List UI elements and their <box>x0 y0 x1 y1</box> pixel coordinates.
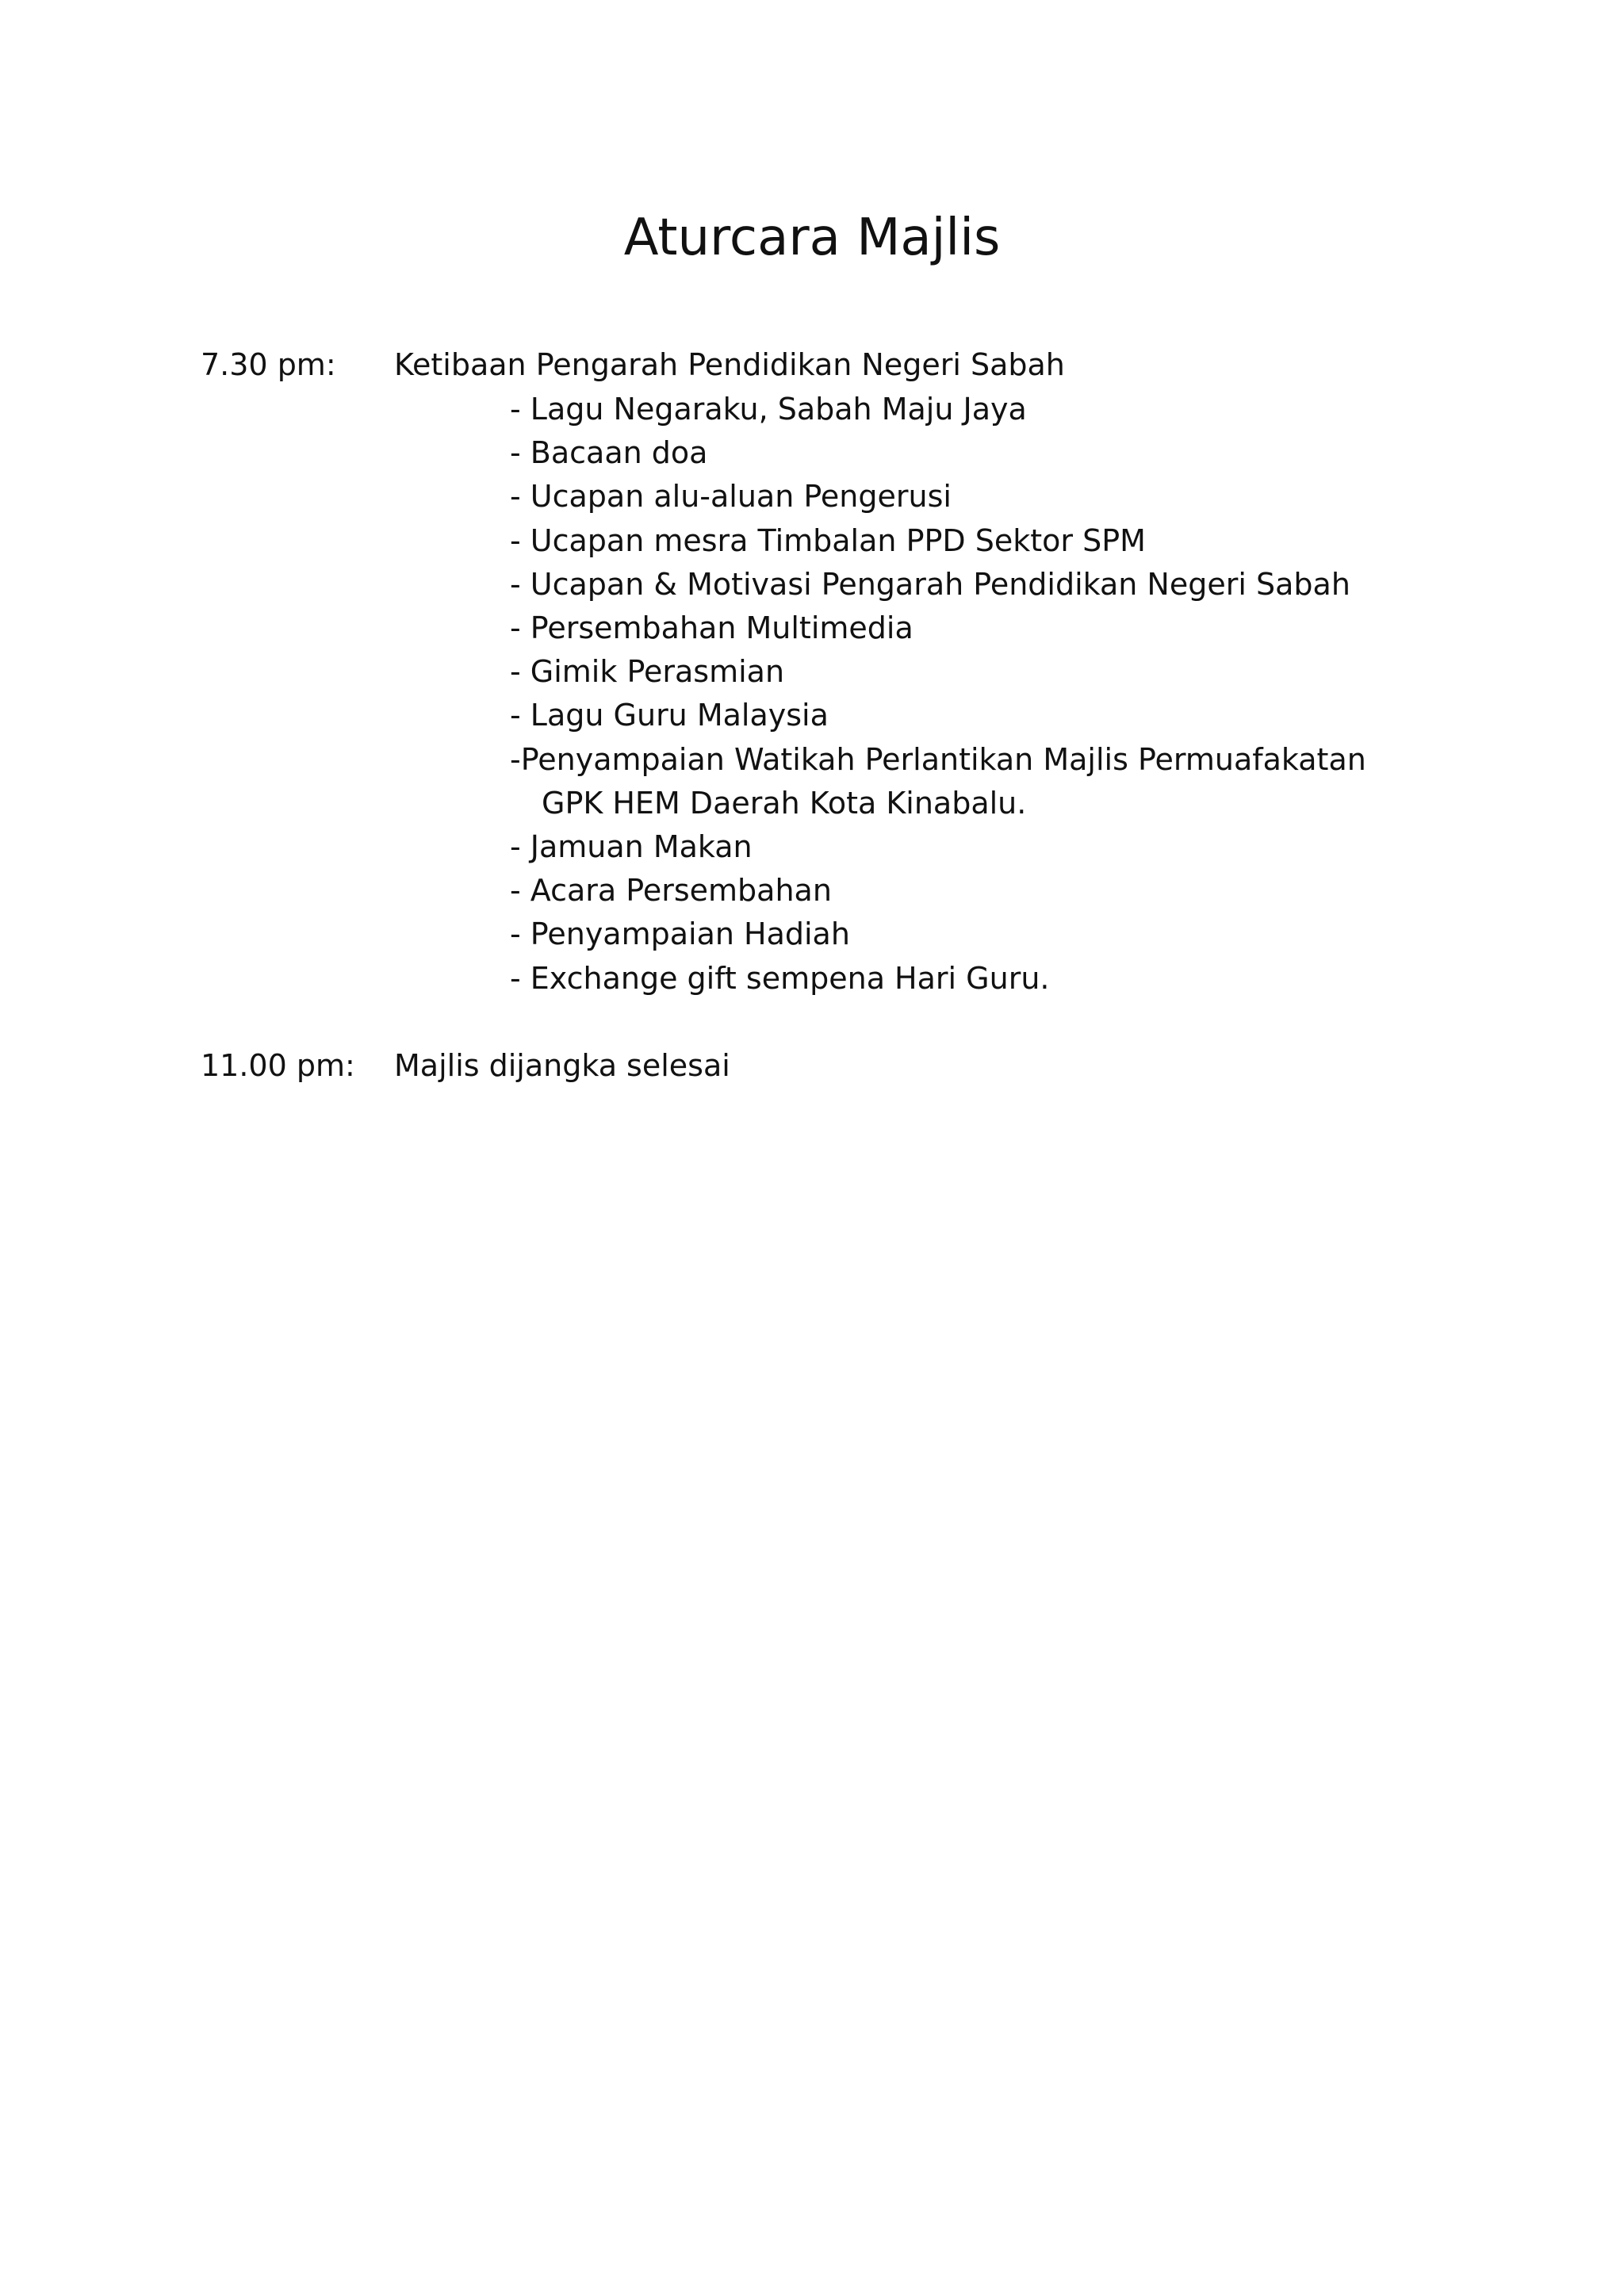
list-item: - Persembahan Multimedia <box>510 610 914 646</box>
list-item: - Ucapan mesra Timbalan PPD Sektor SPM <box>510 522 1146 558</box>
list-item-continuation: GPK HEM Daerah Kota Kinabalu. <box>542 785 1027 821</box>
list-item: - Jamuan Makan <box>510 829 753 865</box>
program-item-list <box>510 388 1366 1001</box>
list-item: - Gimik Perasmian <box>510 654 785 690</box>
list-item: - Exchange gift sempena Hari Guru. <box>510 960 1050 996</box>
list-item: - Lagu Guru Malaysia <box>510 698 829 733</box>
entry-event: Majlis dijangka selesai <box>394 1048 730 1083</box>
page-title: Aturcara Majlis <box>623 209 1001 267</box>
list-item: - Penyampaian Hadiah <box>510 916 850 952</box>
list-item: - Ucapan alu-aluan Pengerusi <box>510 479 952 515</box>
list-item: - Bacaan doa <box>510 435 708 471</box>
schedule-entry-1 <box>0 343 1624 387</box>
list-item: - Ucapan & Motivasi Pengarah Pendidikan Negeri Sabah <box>510 566 1350 602</box>
list-item: - Lagu Negaraku, Sabah Maju Jaya <box>510 392 1027 427</box>
list-item: - Acara Persembahan <box>510 873 832 909</box>
list-item: -Penyampaian Watikah Perlantikan Majlis Permuafakatan <box>510 741 1366 777</box>
entry-time: 11.00 pm: <box>201 1048 355 1083</box>
entry-event: Ketibaan Pengarah Pendidikan Negeri Sabah <box>394 347 1065 382</box>
schedule-entry-2 <box>0 1044 1624 1088</box>
entry-time: 7.30 pm: <box>201 347 336 382</box>
